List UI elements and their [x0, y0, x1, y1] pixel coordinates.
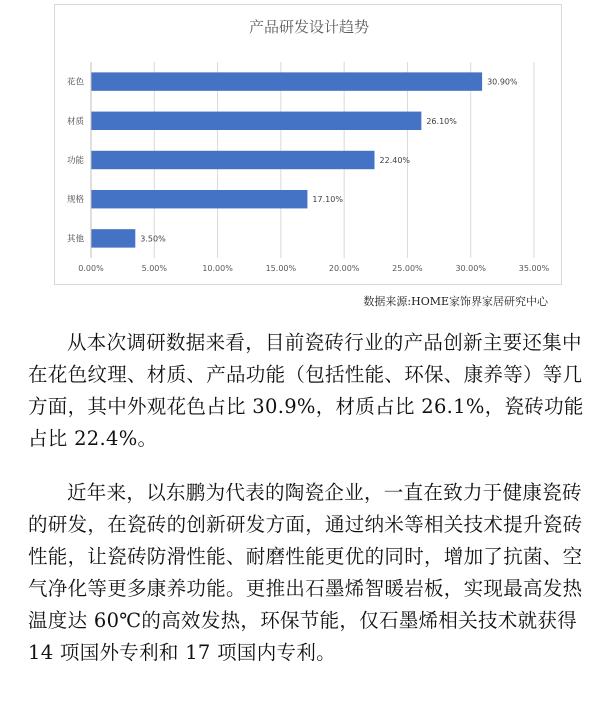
category-label: 规格: [66, 195, 84, 206]
x-tick-label: 30.00%: [455, 264, 486, 273]
x-tick-label: 5.00%: [141, 264, 167, 273]
x-tick-label: 0.00%: [78, 264, 104, 273]
bar-4: [91, 229, 135, 247]
x-tick-label: 10.00%: [202, 264, 233, 273]
data-source-caption: 数据来源:HOME家饰界家居研究中心: [363, 295, 548, 308]
chart-container: [54, 4, 562, 285]
category-label: 材质: [66, 116, 84, 127]
data-label: 30.90%: [487, 77, 518, 87]
bar-2: [91, 151, 375, 169]
chart-title: 产品研发设计趋势: [248, 18, 370, 36]
x-tick-label: 15.00%: [265, 264, 297, 273]
paragraph-2: 近年来，以东鹏为代表的陶瓷企业，一直在致力于健康瓷砖的研发，在瓷砖的创新研发方面，通过纳米等相关技术提升瓷砖性能，让瓷砖防滑性能、耐磨性能更优的同时，增加了抗菌、空气净化等更多康养功能。更推出石墨烯智暖岩板，实现最高发热温度达 60℃的高效发热，环保节能，仅石墨烯相关技术就获得 14 项国外专利和 17 项国内专利。: [28, 481, 583, 664]
x-tick-label: 35.00%: [518, 264, 550, 273]
x-tick-label: 20.00%: [328, 264, 360, 273]
category-label: 功能: [66, 156, 84, 166]
bar-chart: [55, 5, 563, 286]
data-label: 22.40%: [379, 156, 411, 165]
category-label: 其他: [66, 234, 84, 245]
category-label: 花色: [66, 77, 84, 88]
bar-0: [91, 72, 482, 90]
data-label: 17.10%: [312, 195, 343, 205]
bar-1: [91, 112, 421, 130]
data-label: 26.10%: [426, 116, 457, 126]
bar-3: [91, 190, 307, 208]
paragraph-1: 从本次调研数据来看，目前瓷砖行业的产品创新主要还集中在花色纹理、材质、产品功能（包括性能、环保、康养等）等几方面，其中外观花色占比 30.9%，材质占比 26.1%，瓷砖功能占比 22.4%。: [28, 331, 584, 450]
data-label: 3.50%: [140, 234, 166, 244]
x-tick-label: 25.00%: [392, 264, 423, 273]
